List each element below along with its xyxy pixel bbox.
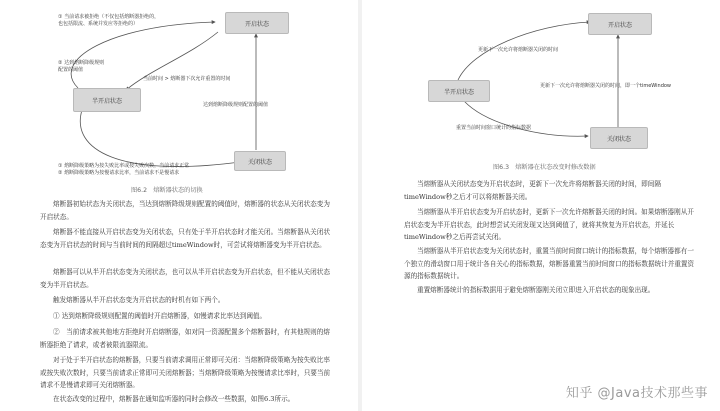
diagram-label: 更新下一次允许将熔断器关闭的时间，即一个timeWindow	[540, 83, 672, 89]
watermark: 知乎 @Java技术那些事	[565, 386, 708, 401]
body-paragraph: 对于处于半开启状态的熔断器，只要当前请求调用正常即可关闭：当熔断降级策略为按失败比率或按失败次数时，只要当前请求正常即可关闭熔断器；当熔断降级策略为按慢请求比率时，只要当前请求不是慢请求即可关闭熔断器。	[40, 356, 331, 390]
diagram-label: ② 熔断降级策略为按慢请求比率，当前请求不是慢请求	[58, 169, 180, 176]
diagram-label: ② 达到熔断降级规则	[58, 60, 105, 66]
diagram-label: ① 当前请求被拒绝（不仅包括熔断器拒绝的，	[58, 14, 160, 20]
body-paragraph: 当熔断器从半开启状态变为关闭状态时，重置当前时间窗口统计的指标数据，每个熔断器都有一个独立的滑动窗口用于统计各自关心的指标数据，熔断器重置当前时间窗口的指标数据统计并重置资源的指标数据统计。	[404, 247, 695, 281]
body-paragraph: ① 达到熔断降级规则配置的阈值时开启熔断器，如慢请求比率达到阈值。	[53, 312, 267, 320]
diagram-label: 当前时间 > 熔断器下次允许重置的时间	[143, 76, 231, 82]
body-paragraph: 重置熔断器统计的指标数据用于避免熔断器刚关闭立即进入开启状态的现象出现。	[417, 286, 655, 294]
half-open-state-node: 半开启状态	[428, 80, 490, 102]
body-paragraph: ② 当前请求被其他地方拒绝时开启熔断器，如对同一资源配置多个熔断器时，有其他规则的熔断器拒绝了请求，或者被限流器限流。	[40, 328, 330, 349]
body-paragraph: 触发熔断器从半开启状态变为开启状态的时机有如下两个。	[53, 296, 225, 304]
diagram-label: ① 熔断降级策略为按失败比率或按失败次数，当前请求正常	[58, 163, 190, 169]
body-paragraph: 当熔断器从关闭状态变为开启状态时，更新下一次允许将熔断器关闭的时间，即间隔timeWindow秒之后才可以将熔断器关闭。	[404, 180, 661, 201]
open-state-node: 开启状态	[588, 13, 652, 35]
body-paragraph: 熔断器初始状态为关闭状态，当达到熔断降级规则配置的阈值时，熔断器的状态从关闭状态变为开启状态。	[40, 200, 330, 221]
diagram-label: 也包括限流、系统并发应等拒绝的）	[58, 20, 139, 27]
body-paragraph: 在状态改变的过程中，熔断器在通知监听器的同时会修改一些数据，如图6.3所示。	[53, 395, 295, 403]
open-state-node: 开启状态	[225, 12, 289, 34]
diagram-label: 配置的阈值	[58, 66, 84, 73]
diagram-label: 达到熔断降级规则配置的阈值	[203, 102, 269, 108]
figure-caption: 图6.2 熔断器状态的切换	[131, 187, 203, 194]
closed-state-node: 关闭状态	[234, 151, 286, 171]
closed-state-node: 关闭状态	[590, 127, 648, 149]
left-book-page	[0, 0, 358, 411]
half-open-state-node: 半开启状态	[73, 88, 141, 112]
body-paragraph: 熔断器不能直接从开启状态变为关闭状态，只有处于半开启状态时才能关闭。当熔断器从关闭状态变为开启状态的时间与当前时间的间隔超过timeWindow时，可尝试将熔断器变为半开启状态。	[40, 228, 330, 249]
body-paragraph: 当熔断器从半开启状态变为开启状态时，更新下一次允许熔断器关闭的时间。如果熔断器刚从开启状态变为半开启状态，此时想尝试关闭发现又达到阈值了，就将其恢复为开启状态，并延长timeWindow秒之后再尝试关闭。	[404, 208, 694, 242]
figure-caption: 图6.3 熔断器在状态改变时修改数据	[493, 164, 596, 171]
diagram-label: 重置当前时间窗口统计的指标数据	[456, 125, 532, 131]
diagram-label: 更新下一次允许将熔断器关闭的时间	[478, 47, 559, 53]
body-paragraph: 熔断器可以从半开启状态变为关闭状态，也可以从半开启状态变为开启状态，但不能从关闭状态变为半开启状态。	[40, 268, 330, 289]
right-book-page	[362, 0, 720, 411]
